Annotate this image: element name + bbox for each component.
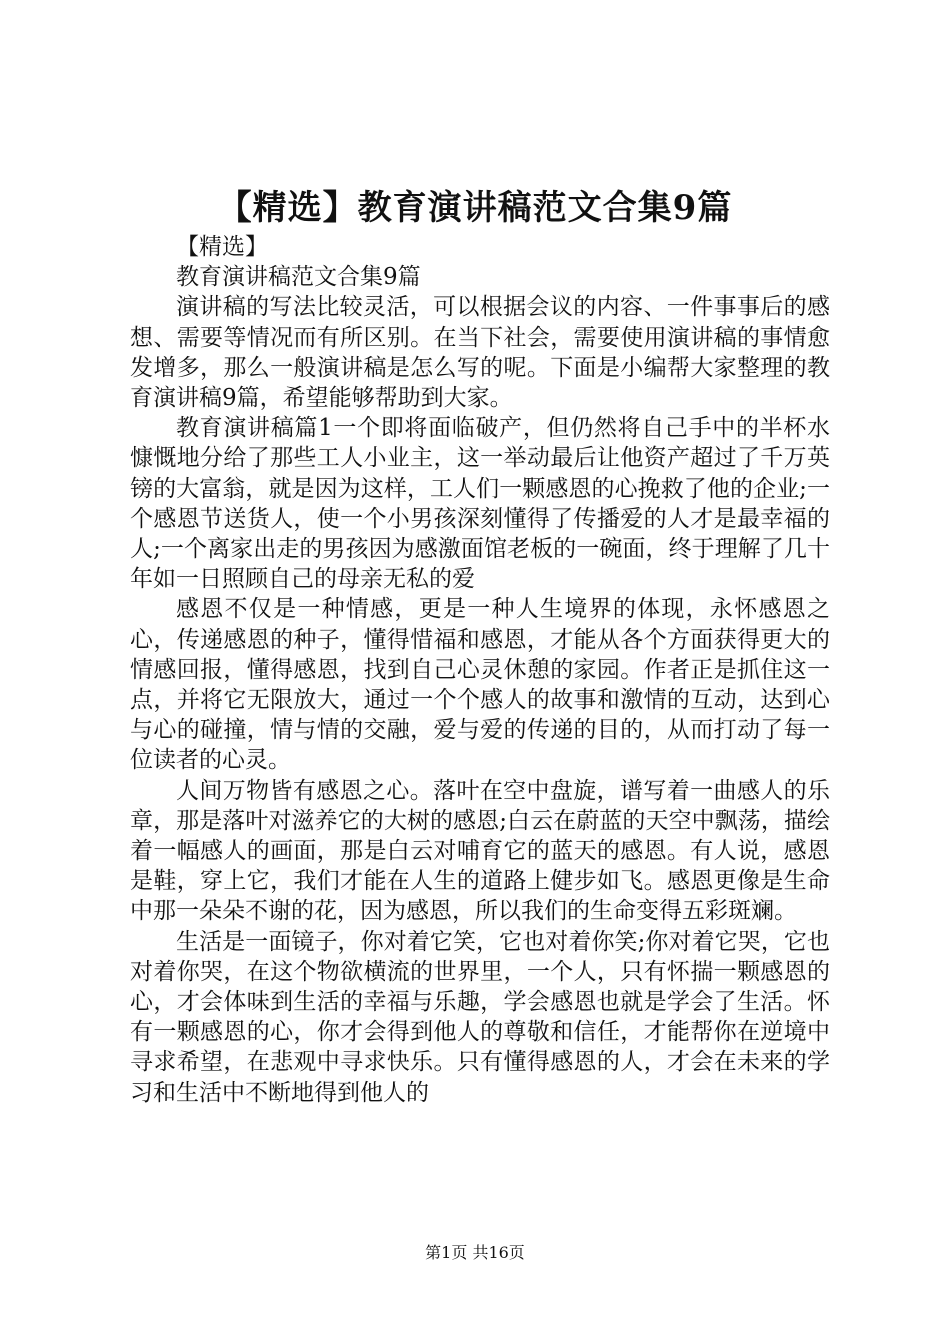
paragraph-nature: 人间万物皆有感恩之心。落叶在空中盘旋，谱写着一曲感人的乐章，那是落叶对滋养它的大树的感恩;白云在蔚蓝的天空中飘荡，描绘着一幅感人的画面，那是白云对哺育它的蓝天的感恩。有人说，感恩是鞋，穿上它，我们才能在人生的道路上健步如飞。感恩更像是生命中那一朵朵不谢的花，因为感恩，所以我们的生命变得五彩斑斓。 <box>130 777 830 925</box>
paragraph-intro: 演讲稿的写法比较灵活，可以根据会议的内容、一件事事后的感想、需要等情况而有所区别。在当下社会，需要使用演讲稿的事情愈发增多，那么一般演讲稿是怎么写的呢。下面是小编帮大家整理的教育演讲稿9篇，希望能够帮助到大家。 <box>130 294 830 412</box>
document-title: 【精选】教育演讲稿范文合集9篇 <box>217 188 733 228</box>
paragraph-subtitle: 教育演讲稿范文合集9篇 <box>176 264 421 291</box>
document-body <box>130 232 830 1108</box>
page-footer: 第1页 共16页 <box>425 1243 525 1262</box>
paragraph-gratitude: 感恩不仅是一种情感，更是一种人生境界的体现，永怀感恩之心，传递感恩的种子，懂得惜福和感恩，才能从各个方面获得更大的情感回报，懂得感恩，找到自己心灵休憩的家园。作者正是抓住这一点，并将它无限放大，通过一个个感人的故事和激情的互动，达到心与心的碰撞，情与情的交融，爱与爱的传递的目的，从而打动了每一位读者的心灵。 <box>130 596 830 774</box>
paragraph-speech-1: 教育演讲稿篇1一个即将面临破产，但仍然将自己手中的半杯水慷慨地分给了那些工人小业主，这一举动最后让他资产超过了千万英镑的大富翁，就是因为这样，工人们一颗感恩的心挽救了他的企业;一个感恩节送货人，使一个小男孩深刻懂得了传播爱的人才是最幸福的人;一个离家出走的男孩因为感激面馆老板的一碗面，终于理解了几十年如一日照顾自己的母亲无私的爱 <box>130 415 830 593</box>
paragraph-mirror: 生活是一面镜子，你对着它笑，它也对着你笑;你对着它哭，它也对着你哭，在这个物欲横流的世界里，一个人，只有怀揣一颗感恩的心，才会体味到生活的幸福与乐趣，学会感恩也就是学会了生活。怀有一颗感恩的心，你才会得到他人的尊敬和信任，才能帮你在逆境中寻求希望，在悲观中寻求快乐。只有懂得感恩的人，才会在未来的学习和生活中不断地得到他人的 <box>130 928 830 1106</box>
paragraph-tag: 【精选】 <box>176 234 268 260</box>
